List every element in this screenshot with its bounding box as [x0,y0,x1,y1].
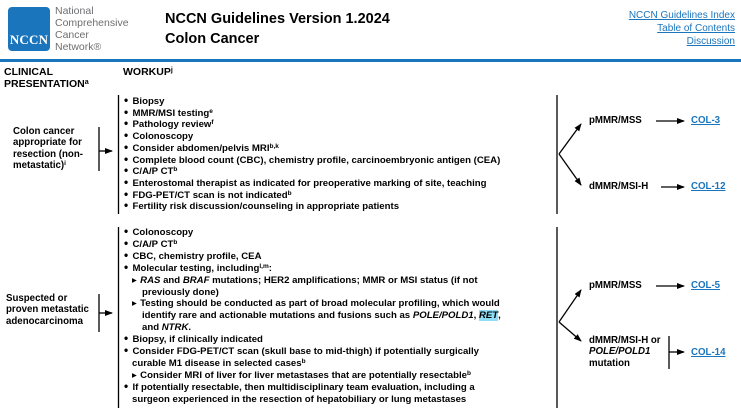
text-segment: POLE/POLD1 [589,346,651,358]
text-segment: Biopsy, if clinically indicated [132,334,263,346]
text-segment: , [473,310,479,322]
bullet-glyph: • [123,227,133,238]
org-line: National [55,5,94,17]
text-segment: Enterostomal therapist as indicated for preoperative marking of site, teaching [132,177,487,189]
bullet-glyph: • [123,346,133,358]
text-segment: MMR/MSI testing [132,107,210,119]
workup-item [123,263,573,275]
text-segment: mutation [589,357,630,369]
link-col-3[interactable]: COL-3 [691,115,721,126]
text-segment: dMMR/MSI-H [589,181,649,192]
text-segment: pMMR/MSS [589,115,642,126]
workup-item [123,227,573,239]
text-segment: b [173,238,178,246]
text-segment: POLE/POLD1 [412,310,474,322]
nccn-logo-text: NCCN [9,32,49,47]
sub-bullet-glyph: ▸ [132,298,141,310]
workup-item [123,239,573,251]
text-segment: and [160,274,183,286]
text-segment: a [84,77,89,86]
column-header-workup [123,66,173,78]
workup-item [123,190,573,202]
bullet-glyph: • [123,119,133,131]
link-guidelines-index[interactable]: NCCN Guidelines Index [628,10,735,21]
text-segment: BRAF [182,274,210,286]
org-line: Comprehensive [55,17,129,29]
bullet-glyph: • [123,177,133,189]
text-segment: CLINICAL [4,66,53,78]
text-segment: C/A/P CT [132,166,174,178]
text-segment: surgeon experienced in the resection of hepatobiliary or lung metastases [132,393,467,405]
workup-item [123,178,573,190]
workup-sub-item [132,275,573,299]
link-discussion[interactable]: Discussion [686,36,735,47]
text-segment: b,k [269,142,279,150]
guideline-subject-title: Colon Cancer [165,30,260,47]
text-segment: C/A/P CT [132,238,174,250]
text-segment: dMMR/MSI-H or [589,335,661,346]
workup-item [123,108,573,120]
bullet-glyph: • [123,238,133,250]
workup-item [123,346,573,370]
text-segment: Fertility risk discussion/counseling in appropriate patients [132,201,400,213]
text-segment: l,m [259,262,269,270]
text-segment: proven metastatic [6,304,89,316]
workup-item [123,251,573,263]
org-line: Network® [55,41,102,53]
workup-item [123,119,573,131]
text-segment: FDG-PET/CT scan is not indicated [132,189,288,201]
text-segment: . [188,322,192,334]
text-segment: RET [478,310,499,322]
presentation-label-resectable [13,126,83,172]
text-segment: b [287,189,292,197]
text-segment: b [173,166,178,174]
text-segment: If potentially resectable, then multidisciplinary team evaluation, including a [132,381,475,393]
text-segment: curable M1 disease in selected cases [132,357,302,369]
text-segment: f [211,119,214,127]
text-segment: e [209,107,213,115]
bullet-glyph: • [123,154,133,166]
sub-bullet-glyph: ▸ [132,274,141,286]
bullet-glyph: • [123,250,133,262]
text-segment: RAS [140,274,161,286]
text-segment: Biopsy [132,96,165,107]
text-segment: Colon cancer [13,126,75,137]
text-segment: Molecular testing, including [132,262,260,274]
text-segment: i [64,160,66,168]
text-segment: Testing should be conducted as part of broad molecular profiling, which would [140,298,500,310]
header-links [629,9,735,48]
text-segment: , [498,310,501,322]
workup-item [123,201,573,213]
branch-label-dmmr-msih-1 [589,181,648,192]
branch-label-pmmr-mss-1 [589,115,642,126]
text-segment: pMMR/MSS [589,280,642,291]
workup-item [123,96,573,108]
link-col-12[interactable]: COL-12 [691,181,726,192]
workup-item [123,143,573,155]
text-segment: and [142,322,162,334]
workup-sub-item [132,370,573,382]
sub-bullet-glyph: ▸ [132,369,141,381]
bullet-glyph: • [123,96,133,107]
branch-label-dmmr-msih-pole-2 [589,335,661,369]
presentation-label-metastatic [6,293,89,327]
text-segment: adenocarcinoma [6,315,83,327]
text-segment: resection (non- [13,148,83,160]
workup-item [123,155,573,167]
text-segment: b [467,369,471,377]
workup-item [123,382,573,406]
text-segment: Consider MRI of liver for liver metastases that are potentially resectable [140,369,467,381]
text-segment: Colonoscopy [132,227,194,238]
column-header-clinical-presentation [4,66,89,90]
bullet-glyph: • [123,142,133,154]
text-segment: Consider FDG-PET/CT scan (skull base to mid-thigh) if potentially surgically [132,346,479,358]
org-name [55,5,129,53]
text-segment: PRESENTATION [4,78,85,90]
bullet-glyph: • [123,107,133,119]
link-col-14[interactable]: COL-14 [691,347,726,358]
link-table-of-contents[interactable]: Table of Contents [657,23,735,34]
text-segment: CBC, chemistry profile, CEA [132,250,262,262]
branch-label-pmmr-mss-2 [589,280,642,291]
bullet-glyph: • [123,334,133,346]
org-line: Cancer [55,29,89,41]
text-segment: Colonoscopy [132,131,194,143]
text-segment: j [170,65,173,74]
workup-item [123,131,573,143]
bullet-glyph: • [123,201,133,213]
guideline-version-title: NCCN Guidelines Version 1.2024 [165,11,390,27]
text-segment: metastatic) [13,160,65,172]
text-segment: Pathology review [132,119,212,131]
workup-sub-item [132,298,573,334]
bullet-glyph: • [123,166,133,178]
text-segment: b [301,358,306,366]
text-segment: Consider abdomen/pelvis MRI [132,142,270,154]
bullet-glyph: • [123,381,133,393]
text-segment: NTRK [161,322,189,334]
bullet-glyph: • [123,262,133,274]
bullet-glyph: • [123,131,133,143]
text-segment: : [268,262,272,274]
workup-list-2 [123,227,573,406]
workup-list-1 [123,96,573,213]
workup-item [123,334,573,346]
page-title [165,10,390,49]
nccn-logo [8,7,50,51]
text-segment: WORKUP [123,66,171,78]
bullet-glyph: • [123,189,133,201]
text-segment: identify rare and actionable mutations and fusions such as [142,310,413,322]
header-divider [0,59,741,62]
text-segment: Suspected or [6,293,68,304]
text-segment: mutations; HER2 amplifications; MMR or MSI status (if not [209,274,478,286]
text-segment: appropriate for [13,137,82,149]
text-segment: previously done) [142,286,219,298]
link-col-5[interactable]: COL-5 [691,280,721,291]
text-segment: Complete blood count (CBC), chemistry profile, carcinoembryonic antigen (CEA) [132,154,501,166]
workup-item [123,166,573,178]
